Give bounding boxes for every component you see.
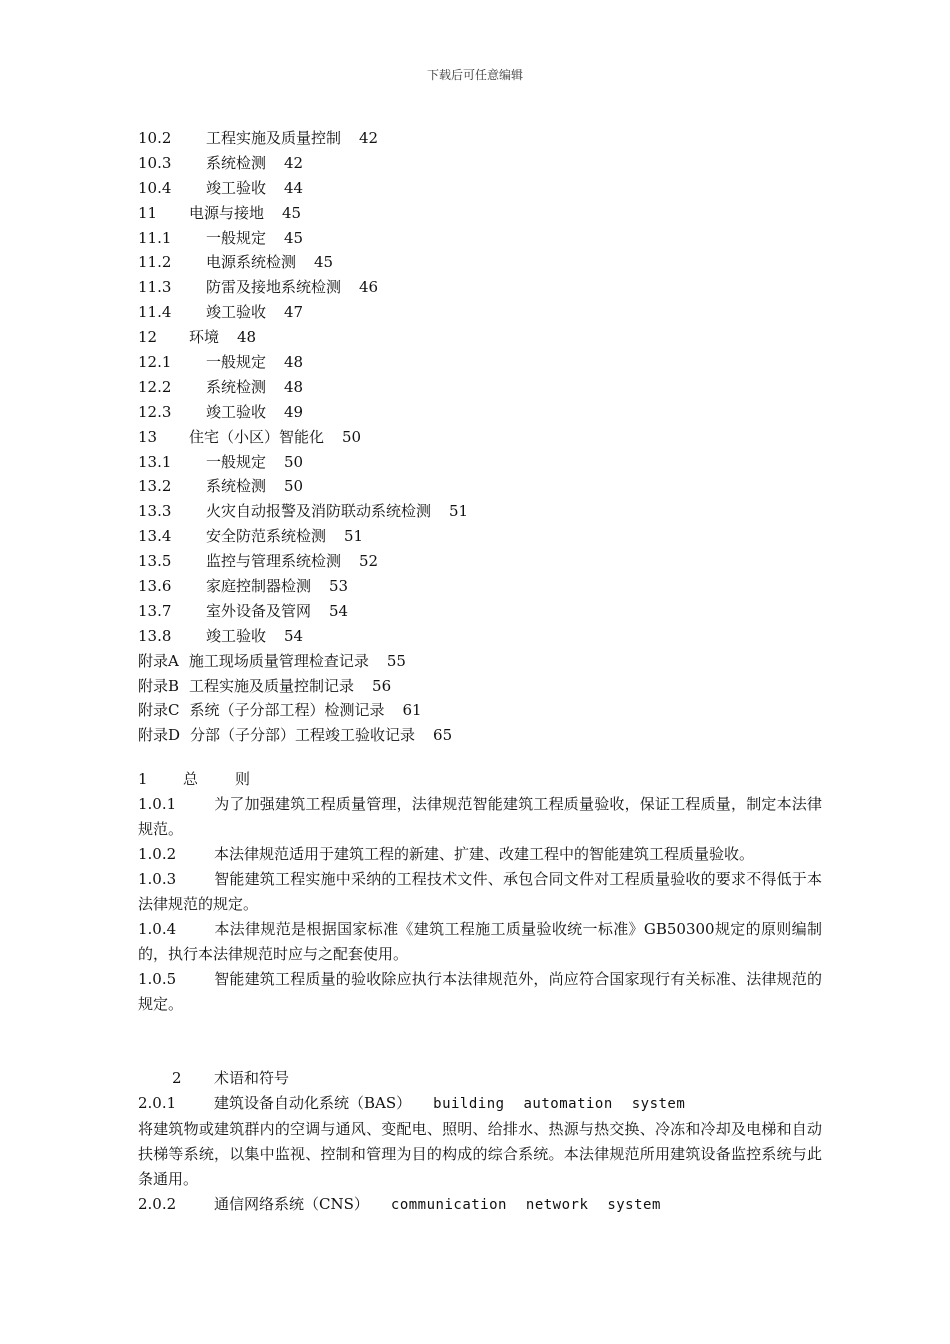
toc-entry [138, 275, 822, 300]
toc-page-number: 48 [284, 353, 304, 372]
toc-number: 12.2 [138, 377, 172, 396]
toc-number: 13 [138, 427, 158, 446]
toc-page-number: 47 [284, 303, 304, 322]
toc-number: 12.1 [138, 353, 172, 372]
table-of-contents [138, 126, 822, 748]
toc-entry [138, 499, 822, 524]
term-entry [138, 1091, 822, 1117]
toc-page-number: 45 [284, 228, 304, 247]
toc-entry [138, 674, 822, 699]
section-1-heading [138, 767, 822, 792]
toc-number: 附录A [138, 651, 179, 670]
toc-title: 防雷及接地系统检测 [206, 278, 342, 297]
clause [138, 867, 822, 917]
term-number: 2.0.2 [138, 1195, 177, 1214]
toc-entry [138, 450, 822, 475]
toc-entry [138, 474, 822, 499]
toc-number: 13.8 [138, 626, 172, 645]
clause-number: 1.0.1 [138, 795, 177, 814]
toc-number: 附录D [138, 726, 181, 745]
toc-number: 13.5 [138, 552, 172, 571]
toc-number: 10.4 [138, 178, 172, 197]
toc-number: 12.3 [138, 402, 172, 421]
toc-entry [138, 624, 822, 649]
toc-page-number: 48 [237, 328, 257, 347]
section-number: 1 [138, 770, 148, 789]
toc-number: 11.4 [138, 303, 172, 322]
toc-number: 11.3 [138, 278, 172, 297]
section-2-heading [138, 1066, 822, 1091]
clause [138, 792, 822, 842]
toc-entry [138, 425, 822, 450]
toc-entry [138, 400, 822, 425]
toc-entry [138, 176, 822, 201]
toc-title: 住宅（小区）智能化 [189, 427, 325, 446]
clause-text: 本法律规范是根据国家标准《建筑工程施工质量验收统一标准》GB50300规定的原则编制的，执行本法律规范时应与之配套使用。 [138, 919, 822, 963]
toc-entry [138, 250, 822, 275]
clause [138, 842, 822, 867]
clause-text: 为了加强建筑工程质量管理，法律规范智能建筑工程质量验收，保证工程质量，制定本法律规范。 [138, 795, 822, 839]
toc-title: 系统检测 [206, 477, 267, 496]
toc-number: 附录B [138, 676, 180, 695]
toc-entry [138, 599, 822, 624]
toc-title: 竣工验收 [206, 178, 267, 197]
toc-entry [138, 350, 822, 375]
clause [138, 967, 822, 1017]
toc-title: 火灾自动报警及消防联动系统检测 [206, 502, 432, 521]
toc-title: 施工现场质量管理检查记录 [188, 651, 369, 670]
toc-number: 13.3 [138, 502, 172, 521]
term-chinese: 通信网络系统（CNS） [214, 1195, 369, 1214]
toc-title: 工程实施及质量控制 [206, 129, 342, 147]
toc-page-number: 50 [284, 477, 304, 496]
toc-page-number: 54 [329, 601, 349, 620]
toc-entry [138, 325, 822, 350]
toc-page-number: 51 [449, 502, 469, 521]
section-number: 2 [172, 1069, 182, 1088]
toc-title: 家庭控制器检测 [206, 577, 312, 596]
clause-text: 智能建筑工程实施中采纳的工程技术文件、承包合同文件对工程质量验收的要求不得低于本法律规范的规定。 [138, 869, 822, 913]
section-title: 术语和符号 [214, 1069, 290, 1088]
toc-title: 一般规定 [206, 228, 267, 247]
page-header: 下载后可任意编辑 [426, 68, 523, 82]
toc-title: 一般规定 [206, 353, 267, 372]
clause-number: 1.0.4 [138, 919, 177, 938]
term-chinese: 建筑设备自动化系统（BAS） [214, 1094, 412, 1113]
toc-title: 竣工验收 [206, 303, 267, 322]
clause-number: 1.0.3 [138, 869, 177, 888]
toc-page-number: 65 [433, 726, 453, 745]
clause-text: 智能建筑工程质量的验收除应执行本法律规范外，尚应符合国家现行有关标准、法律规范的规定。 [138, 969, 822, 1013]
toc-page-number: 52 [359, 552, 379, 571]
toc-page-number: 42 [284, 153, 304, 172]
toc-page-number: 42 [359, 129, 379, 147]
toc-page-number: 61 [402, 701, 422, 720]
toc-title: 系统（子分部工程）检测记录 [189, 701, 385, 720]
toc-entry [138, 649, 822, 674]
section-title-part-1: 总 [183, 770, 199, 789]
toc-entry [138, 375, 822, 400]
section-title-part-2: 则 [235, 770, 251, 789]
toc-page-number: 54 [284, 626, 304, 645]
clause [138, 917, 822, 967]
toc-title: 分部（子分部）工程竣工验收记录 [190, 726, 416, 745]
toc-entry [138, 226, 822, 251]
toc-title: 系统检测 [206, 153, 267, 172]
toc-number: 附录C [138, 701, 180, 720]
toc-entry [138, 723, 822, 748]
toc-entry [138, 549, 822, 574]
toc-number: 11 [138, 203, 158, 222]
toc-entry [138, 300, 822, 325]
toc-title: 环境 [189, 328, 220, 347]
toc-title: 电源与接地 [189, 203, 265, 222]
term-english: communication network system [390, 1197, 661, 1214]
toc-page-number: 50 [284, 452, 304, 471]
toc-page-number: 45 [282, 203, 302, 222]
toc-number: 10.2 [138, 129, 172, 147]
toc-number: 11.1 [138, 228, 172, 247]
toc-page-number: 51 [344, 527, 364, 546]
toc-page-number: 48 [284, 377, 304, 396]
toc-page-number: 56 [372, 676, 392, 695]
clause-text: 本法律规范适用于建筑工程的新建、扩建、改建工程中的智能建筑工程质量验收。 [214, 845, 755, 864]
document-body [138, 126, 822, 1218]
toc-number: 13.7 [138, 601, 172, 620]
toc-number: 13.4 [138, 527, 172, 546]
term-english: building automation system [433, 1096, 686, 1113]
toc-number: 12 [138, 328, 158, 347]
toc-page-number: 49 [284, 402, 304, 421]
toc-title: 竣工验收 [206, 626, 267, 645]
toc-entry [138, 126, 822, 151]
toc-number: 10.3 [138, 153, 172, 172]
toc-entry [138, 201, 822, 226]
toc-entry [138, 698, 822, 723]
term-number: 2.0.1 [138, 1094, 177, 1113]
toc-entry [138, 574, 822, 599]
toc-title: 工程实施及质量控制记录 [189, 676, 355, 695]
toc-title: 监控与管理系统检测 [206, 552, 342, 571]
toc-number: 13.2 [138, 477, 172, 496]
toc-number: 11.2 [138, 253, 172, 272]
toc-page-number: 53 [329, 577, 349, 596]
clause-number: 1.0.5 [138, 969, 177, 988]
toc-title: 安全防范系统检测 [206, 527, 327, 546]
toc-title: 一般规定 [206, 452, 267, 471]
toc-page-number: 44 [284, 178, 304, 197]
toc-title: 竣工验收 [206, 402, 267, 421]
toc-entry [138, 151, 822, 176]
toc-page-number: 55 [386, 651, 406, 670]
toc-title: 电源系统检测 [206, 253, 297, 272]
toc-entry [138, 524, 822, 549]
toc-title: 系统检测 [206, 377, 267, 396]
clause-number: 1.0.2 [138, 845, 177, 864]
term-entry [138, 1192, 822, 1218]
toc-page-number: 45 [314, 253, 334, 272]
toc-number: 13.1 [138, 452, 172, 471]
toc-page-number: 50 [342, 427, 362, 446]
toc-number: 13.6 [138, 577, 172, 596]
toc-title: 室外设备及管网 [206, 601, 312, 620]
term-definition: 将建筑物或建筑群内的空调与通风、变配电、照明、给排水、热源与热交换、冷冻和冷却及电梯和自动扶梯等系统，以集中监视、控制和管理为目的构成的综合系统。本法律规范所用建筑设备监控系统与此条通用。 [138, 1120, 822, 1189]
toc-page-number: 46 [359, 278, 379, 297]
